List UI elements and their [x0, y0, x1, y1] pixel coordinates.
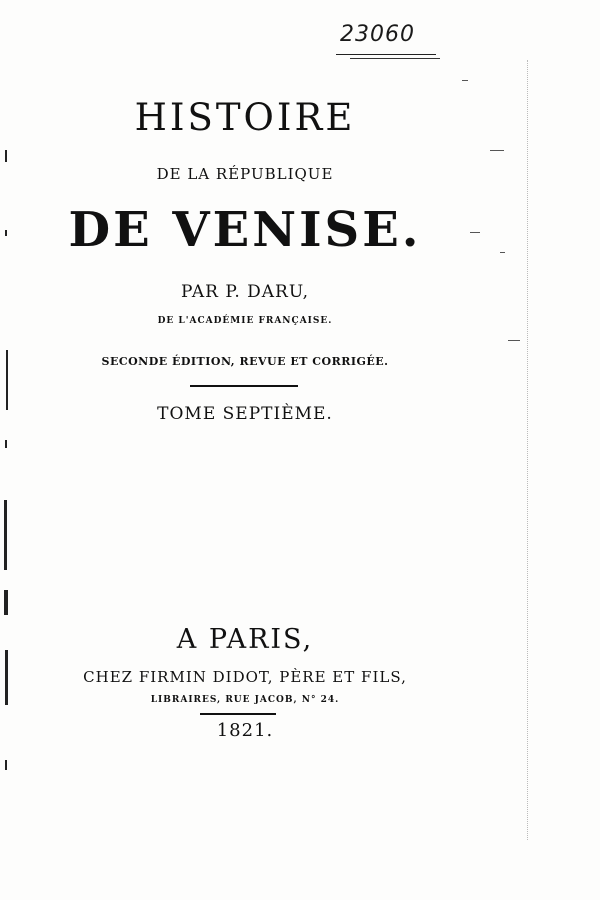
imprint-year: 1821. — [216, 720, 274, 741]
edition-note: SECONDE ÉDITION, REVUE ET CORRIGÉE. — [101, 355, 389, 368]
divider-rule — [200, 713, 276, 715]
author: PAR P. DARU, — [180, 282, 310, 302]
title-line-2: DE LA RÉPUBLIQUE — [156, 165, 334, 183]
imprint-publisher: CHEZ FIRMIN DIDOT, PÈRE ET FILS, — [83, 668, 407, 686]
title-line-3: DE VENISE. — [68, 202, 422, 258]
library-number-underline — [336, 54, 436, 55]
title-line-1: HISTOIRE — [134, 96, 356, 139]
volume-label: TOME SEPTIÈME. — [157, 404, 333, 424]
scan-edge — [527, 60, 530, 840]
library-number-underline — [350, 58, 440, 59]
imprint-place: A PARIS, — [176, 624, 314, 655]
imprint-address: LIBRAIRES, RUE JACOB, N° 24. — [150, 695, 340, 705]
author-affiliation: DE L'ACADÉMIE FRANÇAISE. — [157, 316, 333, 326]
divider-rule — [190, 385, 298, 387]
library-number: 23060 — [340, 22, 415, 47]
